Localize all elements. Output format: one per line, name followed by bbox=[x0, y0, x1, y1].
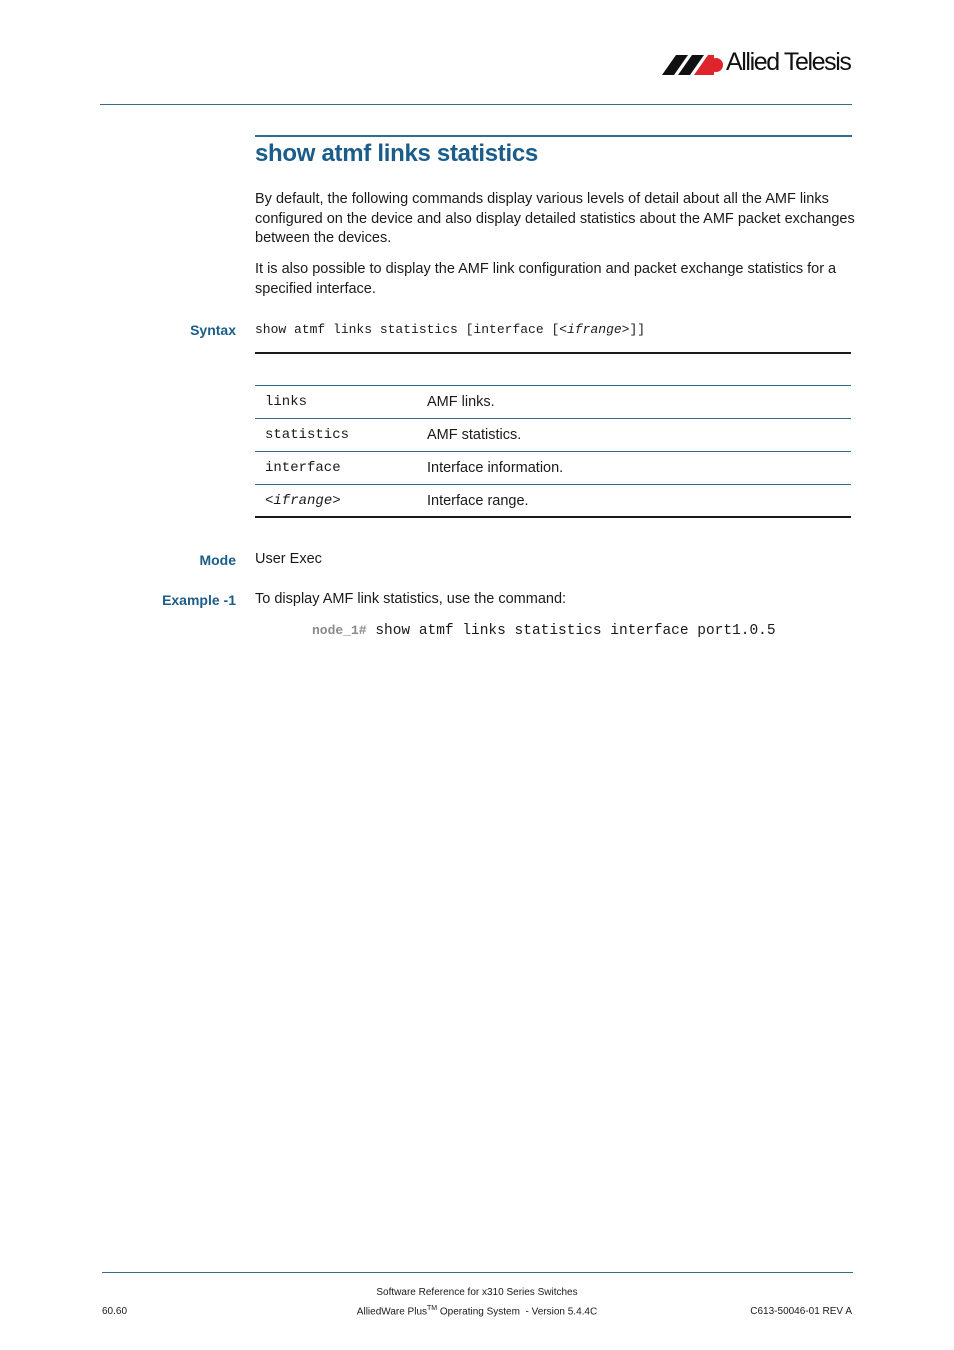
footer-title: Software Reference for x310 Series Switches bbox=[376, 1287, 578, 1298]
param-name: links bbox=[255, 386, 427, 419]
param-name: statistics bbox=[255, 419, 427, 452]
syntax-command bbox=[255, 322, 645, 337]
page-number: 60.60 bbox=[102, 1306, 128, 1317]
param-bracket-open: < bbox=[265, 493, 274, 509]
table-row bbox=[255, 419, 851, 452]
param-desc: AMF statistics. bbox=[427, 419, 851, 452]
table-row bbox=[255, 452, 851, 485]
param-bracket-close: > bbox=[332, 493, 341, 509]
footer-product-name: AlliedWare Plus bbox=[356, 1306, 428, 1318]
syntax-prefix: show atmf links statistics [interface [< bbox=[255, 322, 568, 337]
example-text: To display AMF link statistics, use the command: bbox=[255, 591, 567, 607]
table-row bbox=[255, 485, 851, 518]
intro-paragraph-1: By default, the following commands display various levels of detail about all the AMF links configured on the device and also display detailed statistics about the AMF packet exchanges between the devices. bbox=[255, 191, 855, 246]
param-name bbox=[255, 485, 427, 518]
header-rule bbox=[100, 104, 852, 105]
param-name: interface bbox=[255, 452, 427, 485]
logo-text: Allied Telesis bbox=[726, 48, 851, 76]
footer-rule bbox=[102, 1272, 853, 1273]
cli-prompt: node_1# bbox=[312, 623, 367, 638]
intro-paragraph-2: It is also possible to display the AMF link configuration and packet exchange statistics for a specified interface. bbox=[255, 261, 837, 297]
logo-mark-icon bbox=[662, 55, 724, 75]
cli-command: show atmf links statistics interface port1.0.5 bbox=[375, 623, 776, 639]
table-bottom-rule bbox=[255, 516, 851, 518]
mode-label: Mode bbox=[199, 552, 236, 568]
params-table bbox=[255, 385, 851, 517]
doc-id: C613-50046-01 REV A bbox=[750, 1306, 852, 1317]
page-title: show atmf links statistics bbox=[255, 140, 538, 167]
syntax-suffix: >]] bbox=[621, 322, 646, 337]
trademark-sup: TM bbox=[427, 1305, 438, 1312]
example-command-line bbox=[312, 623, 776, 639]
footer-version: Operating System - Version 5.4.4C bbox=[437, 1306, 598, 1318]
syntax-label: Syntax bbox=[190, 322, 236, 338]
param-italic: ifrange bbox=[273, 493, 333, 509]
table-top-rule bbox=[255, 352, 851, 354]
mode-value: User Exec bbox=[255, 551, 322, 567]
syntax-param: ifrange bbox=[567, 322, 622, 337]
title-rule bbox=[255, 135, 852, 137]
table-row bbox=[255, 386, 851, 419]
param-desc: Interface range. bbox=[427, 493, 529, 509]
param-desc: Interface information. bbox=[427, 452, 851, 485]
company-logo bbox=[662, 48, 854, 80]
example-label: Example -1 bbox=[162, 592, 236, 608]
param-desc: AMF links. bbox=[427, 386, 851, 419]
